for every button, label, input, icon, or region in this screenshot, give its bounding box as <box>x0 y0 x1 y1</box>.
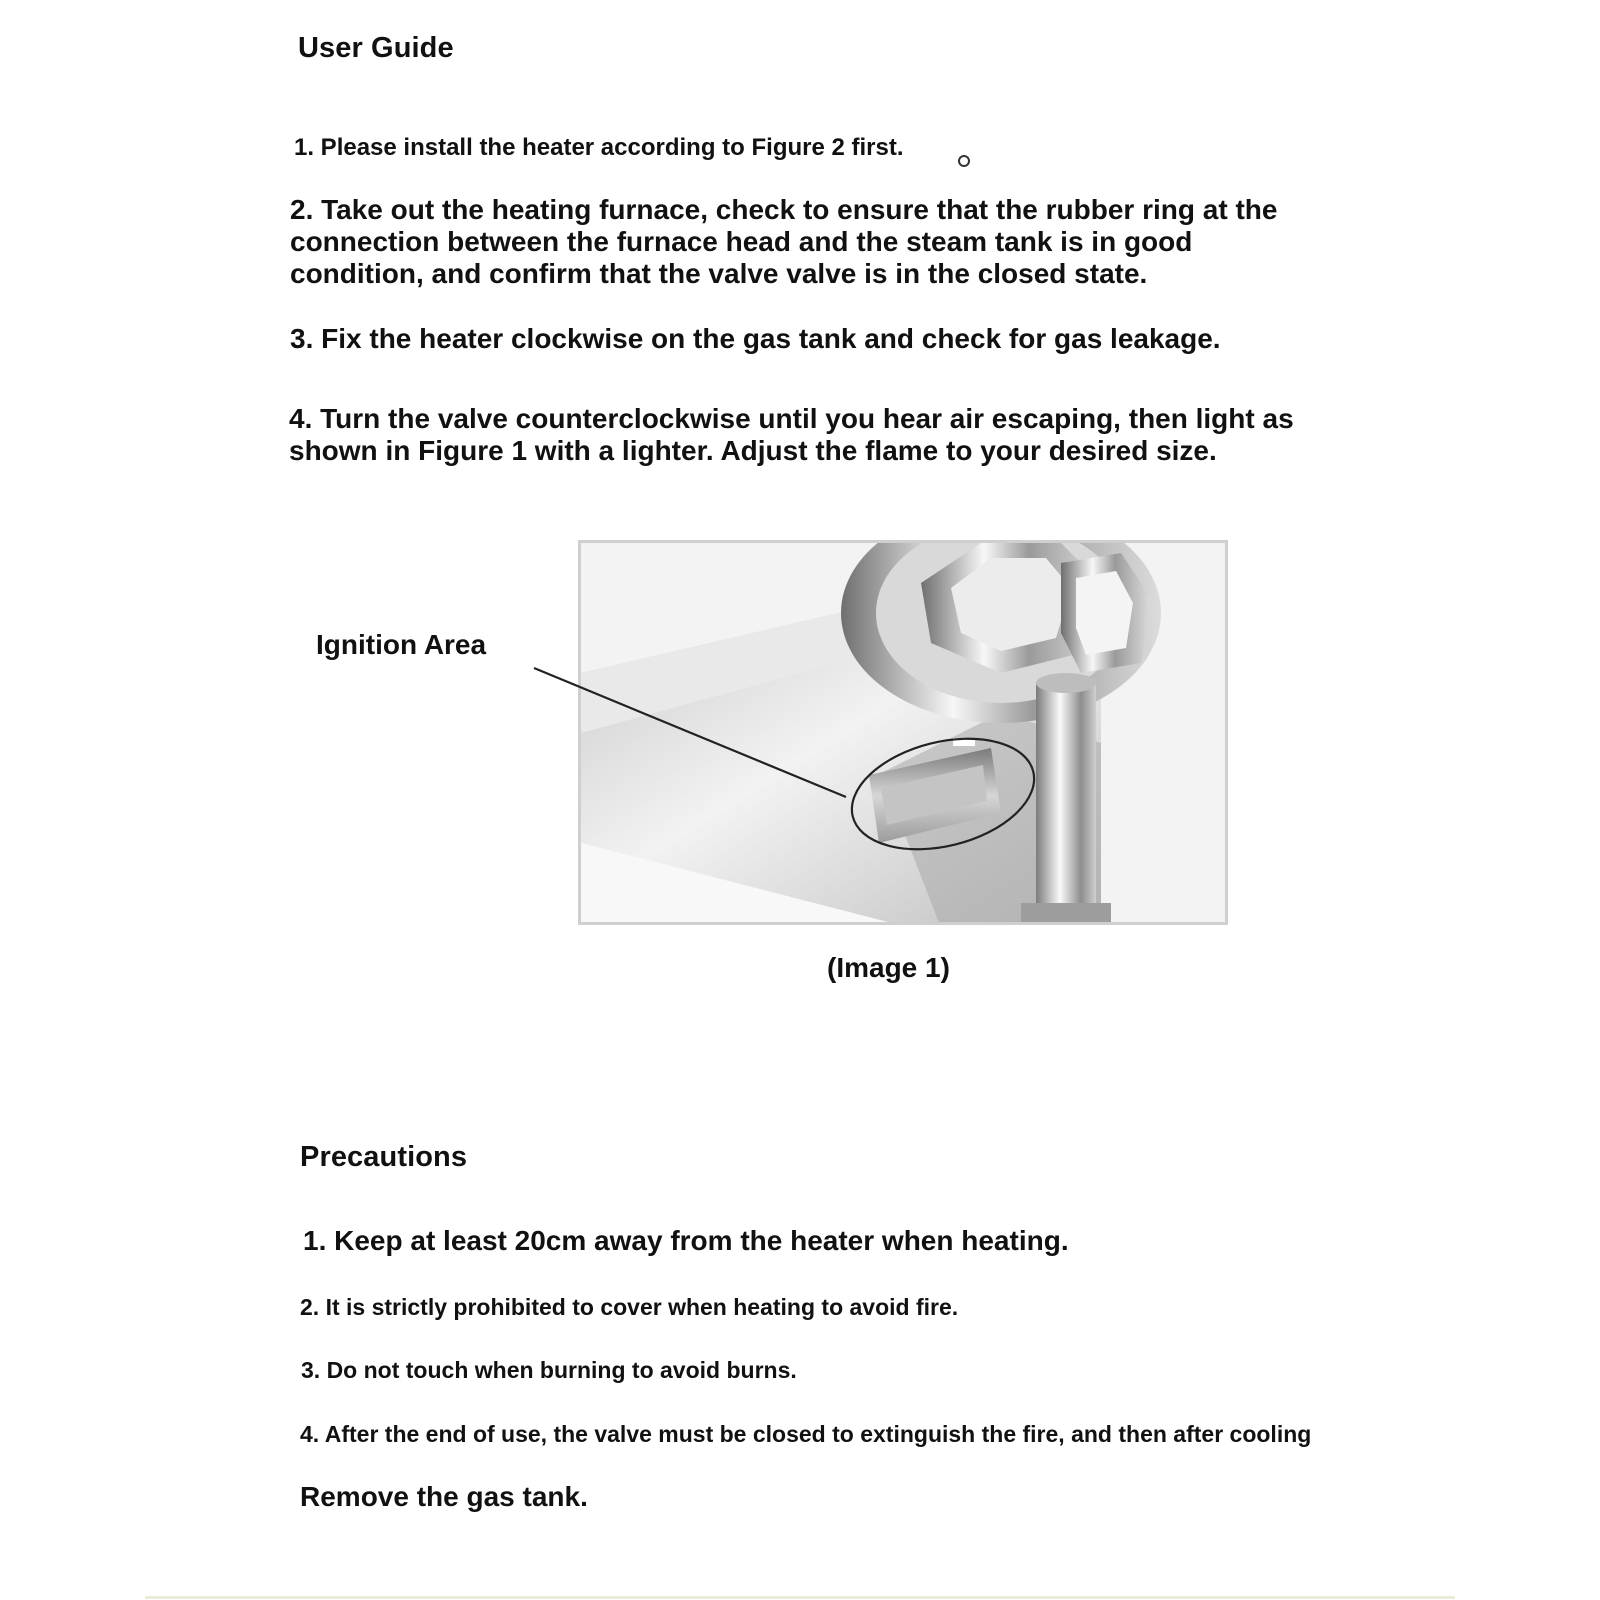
precaution-item-4-continued: Remove the gas tank. <box>300 1481 588 1512</box>
precautions-title: Precautions <box>300 1141 468 1173</box>
guide-step-4: 4. Turn the valve counterclockwise until you hear air escaping, then light as shown in Figure 1 with a lighter. Adjust the flame to your desired size. <box>289 403 1294 466</box>
precaution-item-3: 3. Do not touch when burning to avoid burns. <box>301 1357 797 1383</box>
guide-step-1: 1. Please install the heater according to Figure 2 first. <box>294 134 904 161</box>
user-guide-title: User Guide <box>298 32 454 64</box>
guide-step-2: 2. Take out the heating furnace, check to ensure that the rubber ring at the connection between the furnace head and the steam tank is in good condition, and confirm that the valve valve is in the closed state. <box>290 194 1278 289</box>
precaution-item-2: 2. It is strictly prohibited to cover when heating to avoid fire. <box>300 1294 959 1320</box>
heater-valve-photo <box>578 540 1228 925</box>
precaution-item-4: 4. After the end of use, the valve must be closed to extinguish the fire, and then after cooling <box>300 1421 1312 1447</box>
ignition-area-label: Ignition Area <box>316 629 487 660</box>
circle-mark-icon <box>958 155 970 167</box>
precaution-item-1: 1. Keep at least 20cm away from the heater when heating. <box>303 1225 1069 1256</box>
guide-step-3: 3. Fix the heater clockwise on the gas tank and check for gas leakage. <box>290 323 1221 354</box>
figure-caption: (Image 1) <box>827 952 950 983</box>
bottom-divider <box>145 1596 1455 1599</box>
